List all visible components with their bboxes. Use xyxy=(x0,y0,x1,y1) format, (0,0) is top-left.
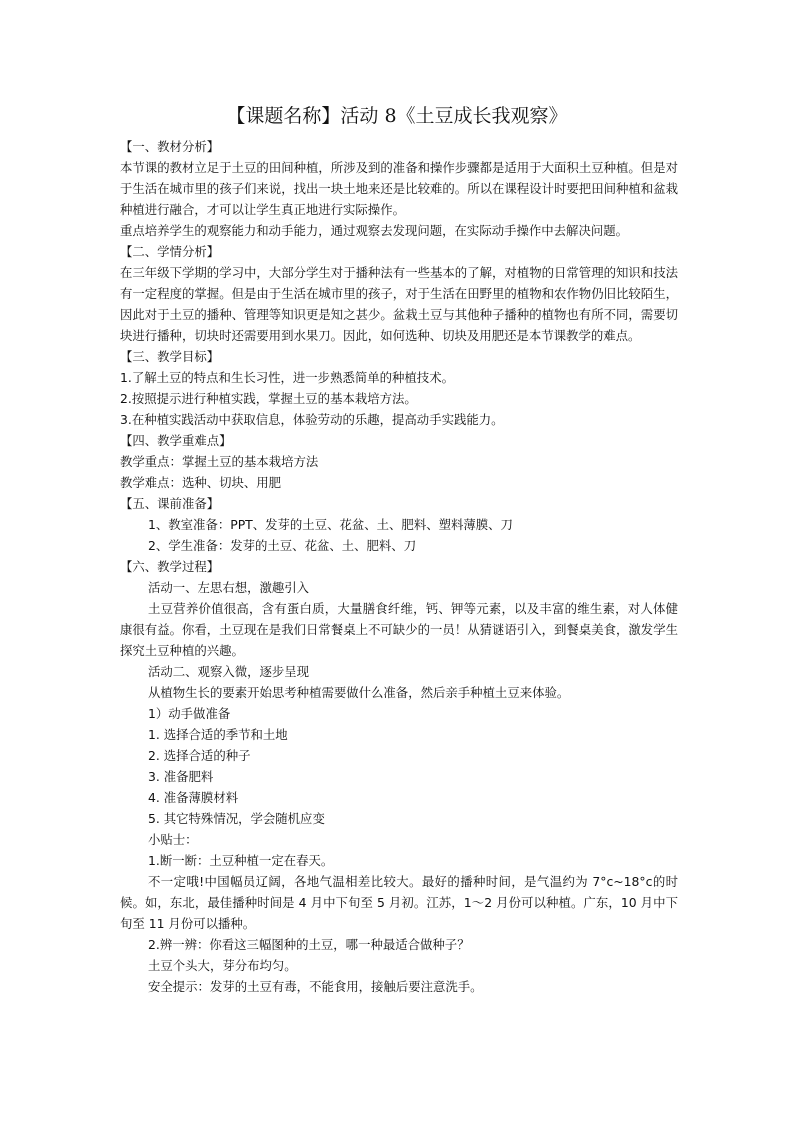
section-heading-2: 【二、学情分析】 xyxy=(120,244,220,259)
list-item: 1、教室准备：PPT、发芽的土豆、花盆、土、肥料、塑料薄膜、刀 xyxy=(148,517,513,532)
teaching-difficulty: 教学难点：选种、切块、用肥 xyxy=(120,475,282,490)
section-heading-4: 【四、教学重难点】 xyxy=(120,433,232,448)
list-item: 2. 选择合适的种子 xyxy=(148,748,251,763)
paragraph: 土豆个头大，芽分布均匀。 xyxy=(148,958,297,973)
safety-note: 安全提示：发芽的土豆有毒，不能食用，接触后要注意洗手。 xyxy=(148,979,483,994)
list-item: 1. 选择合适的季节和土地 xyxy=(148,727,288,742)
section-heading-3: 【三、教学目标】 xyxy=(120,349,220,364)
paragraph: 重点培养学生的观察能力和动手能力，通过观察去发现问题，在实际动手操作中去解决问题。 xyxy=(120,223,629,238)
list-item: 1.了解土豆的特点和生长习性，进一步熟悉简单的种植技术。 xyxy=(120,370,454,385)
section-heading-5: 【五、课前准备】 xyxy=(120,496,220,511)
list-item: 5. 其它特殊情况，学会随机应变 xyxy=(148,811,325,826)
tip-title: 1.断一断：土豆种植一定在春天。 xyxy=(148,853,334,868)
paragraph: 从植物生长的要素开始思考种植需要做什么准备，然后亲手种植土豆来体验。 xyxy=(148,685,570,700)
list-item: 2、学生准备：发芽的土豆、花盆、土、肥料、刀 xyxy=(148,538,417,553)
paragraph: 在三年级下学期的学习中，大部分学生对于播种法有一些基本的了解，对植物的日常管理的知识和技法有一定程度的掌握。但是由于生活在城市里的孩子，对于生活在田野里的植物和农作物仍旧比较陌生，因此对于土豆的播种、管理等知识更是知之甚少。盆栽土豆与其他种子播种的植物也有所不同，需要切块进行播种，切块时还需要用到水果刀。因此，如何选种、切块及用肥还是本节课教学的难点。 xyxy=(120,265,678,343)
tip-title: 2.辨一辨：你看这三幅图种的土豆，哪一种最适合做种子？ xyxy=(148,937,470,952)
list-item: 2.按照提示进行种植实践，掌握土豆的基本栽培方法。 xyxy=(120,391,417,406)
list-item: 3.在种植实践活动中获取信息，体验劳动的乐趣，提高动手实践能力。 xyxy=(120,412,504,427)
list-item: 3. 准备肥料 xyxy=(148,769,214,784)
paragraph: 本节课的教材立足于土豆的田间种植，所涉及到的准备和操作步骤都是适用于大面积土豆种植。但是对于生活在城市里的孩子们来说，找出一块土地来还是比较难的。所以在课程设计时要把田间种植和盆栽种植进行融合，才可以让学生真正地进行实际操作。 xyxy=(120,160,678,217)
activity-title: 活动一、左思右想，激趣引入 xyxy=(148,580,310,595)
page-title: 【课题名称】活动 8《土豆成长我观察》 xyxy=(226,105,568,127)
document-body xyxy=(120,136,678,997)
tips-label: 小贴士： xyxy=(148,832,198,847)
activity-title: 活动二、观察入微，逐步呈现 xyxy=(148,664,310,679)
paragraph: 不一定哦!中国幅员辽阔，各地气温相差比较大。最好的播种时间，是气温约为 7°c~18°c的时候。如，东北，最佳播种时间是 4 月中下旬至 5 月初。江苏，1～2 月份可以种植。广东，10 月中下旬至 11 月份可以播种。 xyxy=(120,874,678,931)
teaching-focus: 教学重点：掌握土豆的基本栽培方法 xyxy=(120,454,319,469)
list-item: 4. 准备薄膜材料 xyxy=(148,790,239,805)
paragraph: 土豆营养价值很高，含有蛋白质，大量膳食纤维，钙、钾等元素，以及丰富的维生素，对人体健康很有益。你看，土豆现在是我们日常餐桌上不可缺少的一员！从猜谜语引入，到餐桌美食，激发学生探究土豆种植的兴趣。 xyxy=(120,601,678,658)
section-heading-6: 【六、教学过程】 xyxy=(120,559,220,574)
section-heading-1: 【一、教材分析】 xyxy=(120,139,220,154)
sub-heading: 1）动手做准备 xyxy=(148,706,231,721)
